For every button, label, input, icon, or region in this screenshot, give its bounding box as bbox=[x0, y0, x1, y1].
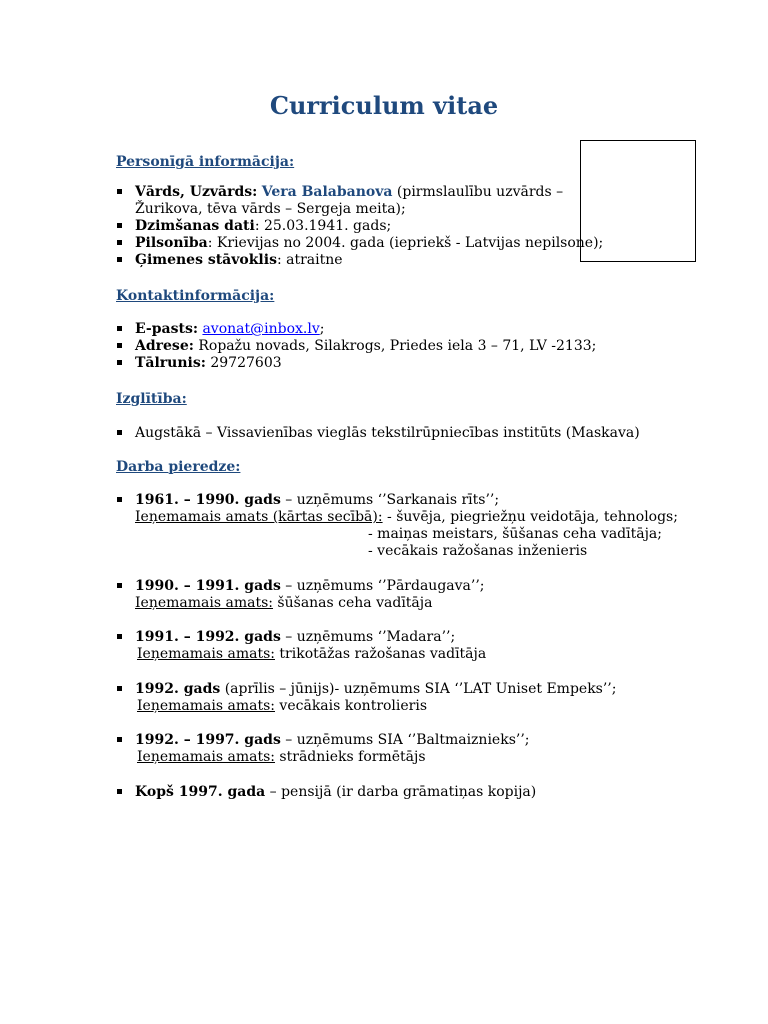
job-text: (aprīlis – jūnijs)- uzņēmums SIA ‘’LAT Uniset Empeks’’; bbox=[220, 681, 617, 697]
birth-value: : 25.03.1941. gads; bbox=[254, 218, 392, 234]
bullet-icon bbox=[117, 789, 122, 794]
job-role-continued: - maiņas meistars, šūšanas ceha vadītāja; bbox=[368, 526, 662, 542]
job-role-line bbox=[137, 646, 486, 663]
citizenship-value: : Krievijas no 2004. gada (iepriekš - Latvijas nepilsone); bbox=[207, 235, 604, 251]
job-period: 1991. – 1992. gads bbox=[135, 629, 281, 645]
job-role-label: Ieņemamais amats (kārtas secībā): bbox=[135, 509, 383, 525]
job-text: – uzņēmums SIA ‘’Baltmaiznieks’’; bbox=[280, 732, 530, 748]
section-heading-personal: Personīgā informācija: bbox=[116, 154, 295, 170]
job-line bbox=[135, 681, 616, 698]
job-line bbox=[135, 629, 455, 646]
bullet-icon bbox=[117, 326, 122, 331]
email-link[interactable]: avonat@inbox.lv bbox=[202, 321, 320, 337]
job-role-label: Ieņemamais amats: bbox=[137, 749, 275, 765]
job-role-line bbox=[137, 698, 427, 715]
job-text: – pensijā (ir darba grāmatiņas kopija) bbox=[265, 784, 537, 800]
job-period: 1961. – 1990. gads bbox=[135, 492, 281, 508]
job-text: – uzņēmums ‘’Pārdaugava’’; bbox=[280, 578, 485, 594]
citizenship-label: Pilsonība bbox=[135, 235, 208, 251]
bullet-icon bbox=[117, 634, 122, 639]
bullet-icon bbox=[117, 189, 122, 194]
bullet-icon bbox=[117, 737, 122, 742]
job-role: strādnieks formētājs bbox=[274, 749, 426, 765]
birth-label: Dzimšanas dati bbox=[135, 218, 255, 234]
job-role-label: Ieņemamais amats: bbox=[137, 646, 275, 662]
bullet-icon bbox=[117, 686, 122, 691]
family-label: Ģimenes stāvoklis bbox=[135, 252, 277, 268]
job-line bbox=[135, 492, 499, 509]
section-heading-work: Darba pieredze: bbox=[116, 459, 241, 475]
address-label: Adrese: bbox=[135, 338, 194, 354]
education-item: Augstākā – Vissavienības vieglās tekstilrūpniecības institūts (Maskava) bbox=[135, 425, 640, 441]
job-role: - šuvēja, piegriežņu veidotāja, tehnologs; bbox=[382, 509, 678, 525]
name-value: Vera Balabanova bbox=[261, 184, 393, 200]
section-heading-education: Izglītība: bbox=[116, 391, 187, 407]
address-value: Ropažu novads, Silakrogs, Priedes iela 3 – 71, LV -2133; bbox=[193, 338, 597, 354]
email-line bbox=[135, 321, 324, 338]
family-line bbox=[135, 252, 343, 269]
job-line bbox=[135, 784, 536, 801]
section-heading-contact: Kontaktinformācija: bbox=[116, 288, 275, 304]
job-role-label: Ieņemamais amats: bbox=[135, 595, 273, 611]
job-role-line bbox=[135, 509, 678, 526]
document-title: Curriculum vitae bbox=[269, 91, 499, 120]
bullet-icon bbox=[117, 497, 122, 502]
job-role: trikotāžas ražošanas vadītāja bbox=[274, 646, 487, 662]
job-period: 1992. – 1997. gads bbox=[135, 732, 281, 748]
name-note: (pirmslaulību uzvārds – bbox=[396, 184, 564, 200]
citizenship-line bbox=[135, 235, 603, 252]
bullet-icon bbox=[117, 430, 122, 435]
job-role-label: Ieņemamais amats: bbox=[137, 698, 275, 714]
job-line bbox=[135, 732, 530, 749]
phone-label: Tālrunis: bbox=[135, 355, 206, 371]
family-value: : atraitne bbox=[276, 252, 343, 268]
job-period: Kopš 1997. gada bbox=[135, 784, 266, 800]
job-period: 1992. gads bbox=[135, 681, 221, 697]
birth-line bbox=[135, 218, 391, 235]
bullet-icon bbox=[117, 360, 122, 365]
bullet-icon bbox=[117, 223, 122, 228]
phone-line bbox=[135, 355, 282, 372]
name-line bbox=[135, 184, 563, 201]
bullet-icon bbox=[117, 257, 122, 262]
name-note-continued: Žurikova, tēva vārds – Sergeja meita); bbox=[135, 201, 406, 217]
phone-value: 29727603 bbox=[205, 355, 282, 371]
job-line bbox=[135, 578, 485, 595]
job-role-line bbox=[135, 595, 432, 612]
job-role-continued: - vecākais ražošanas inženieris bbox=[368, 543, 588, 559]
job-text: – uzņēmums ‘’Sarkanais rīts’’; bbox=[280, 492, 500, 508]
job-text: – uzņēmums ‘’Madara’’; bbox=[280, 629, 456, 645]
email-label: E-pasts: bbox=[135, 321, 198, 337]
address-line bbox=[135, 338, 596, 355]
job-role-line bbox=[137, 749, 426, 766]
name-label: Vārds, Uzvārds: bbox=[135, 184, 258, 200]
job-period: 1990. – 1991. gads bbox=[135, 578, 281, 594]
email-end: ; bbox=[319, 321, 325, 337]
bullet-icon bbox=[117, 583, 122, 588]
bullet-icon bbox=[117, 240, 122, 245]
bullet-icon bbox=[117, 343, 122, 348]
job-role: vecākais kontrolieris bbox=[274, 698, 428, 714]
job-role: šūšanas ceha vadītāja bbox=[272, 595, 433, 611]
